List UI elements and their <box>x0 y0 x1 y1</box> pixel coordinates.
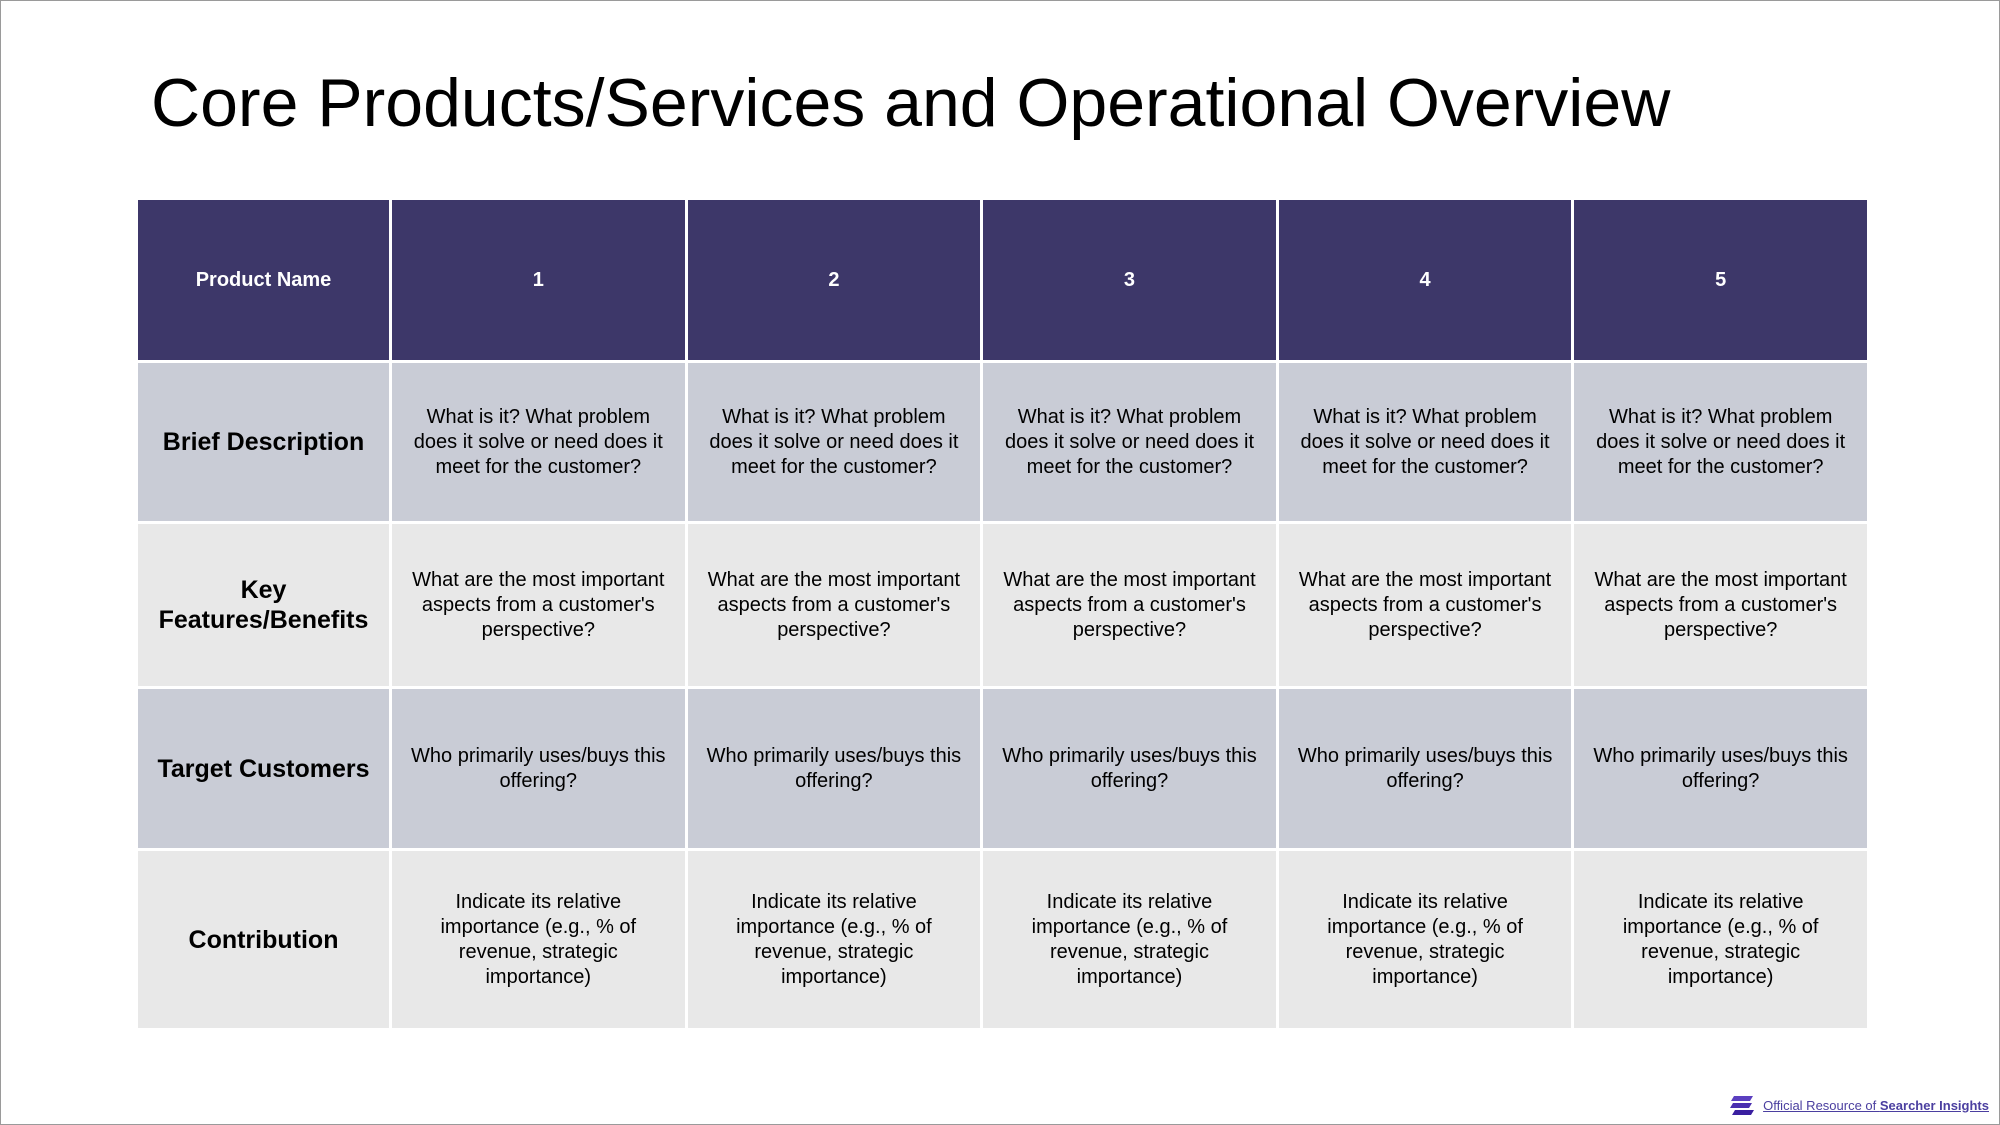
header-product-4: 4 <box>1277 199 1573 362</box>
table-cell: What are the most important aspects from a customer's perspective? <box>1573 523 1869 688</box>
header-product-5: 5 <box>1573 199 1869 362</box>
header-product-3: 3 <box>982 199 1278 362</box>
table-header-row <box>137 199 1869 362</box>
header-product-1: 1 <box>391 199 687 362</box>
table-cell: What are the most important aspects from a customer's perspective? <box>686 523 982 688</box>
official-resource-link[interactable] <box>1763 1098 1989 1113</box>
row-label-key-features: Key Features/Benefits <box>137 523 391 688</box>
table-cell: Who primarily uses/buys this offering? <box>391 688 687 850</box>
table-row <box>137 688 1869 850</box>
footer-brand: Searcher Insights <box>1879 1097 1989 1113</box>
table-cell: Who primarily uses/buys this offering? <box>1277 688 1573 850</box>
table-cell: Indicate its relative importance (e.g., % of revenue, strategic importance) <box>686 850 982 1030</box>
table-cell: What is it? What problem does it solve or need does it meet for the customer? <box>391 362 687 523</box>
table-cell: What are the most important aspects from a customer's perspective? <box>982 523 1278 688</box>
footer-prefix: Official Resource of <box>1763 1097 1880 1113</box>
header-product-2: 2 <box>686 199 982 362</box>
table-cell: What is it? What problem does it solve or need does it meet for the customer? <box>1573 362 1869 523</box>
table-cell: Indicate its relative importance (e.g., % of revenue, strategic importance) <box>1277 850 1573 1030</box>
table-cell: Who primarily uses/buys this offering? <box>982 688 1278 850</box>
row-label-brief-description: Brief Description <box>137 362 391 523</box>
row-label-contribution: Contribution <box>137 850 391 1030</box>
table-cell: Indicate its relative importance (e.g., % of revenue, strategic importance) <box>391 850 687 1030</box>
table-cell: What are the most important aspects from a customer's perspective? <box>1277 523 1573 688</box>
table-row <box>137 850 1869 1030</box>
table-cell: What is it? What problem does it solve or need does it meet for the customer? <box>982 362 1278 523</box>
header-product-name: Product Name <box>137 199 391 362</box>
searcher-insights-logo-icon <box>1729 1094 1755 1116</box>
table-cell: Indicate its relative importance (e.g., % of revenue, strategic importance) <box>982 850 1278 1030</box>
table-cell: Indicate its relative importance (e.g., % of revenue, strategic importance) <box>1573 850 1869 1030</box>
table-cell: Who primarily uses/buys this offering? <box>1573 688 1869 850</box>
overview-table <box>135 197 1870 1031</box>
table-cell: What are the most important aspects from a customer's perspective? <box>391 523 687 688</box>
table-cell: Who primarily uses/buys this offering? <box>686 688 982 850</box>
page-title: Core Products/Services and Operational Overview <box>151 65 1671 141</box>
table-row <box>137 523 1869 688</box>
table-cell: What is it? What problem does it solve or need does it meet for the customer? <box>686 362 982 523</box>
row-label-target-customers: Target Customers <box>137 688 391 850</box>
footer <box>1729 1094 1989 1116</box>
table-cell: What is it? What problem does it solve or need does it meet for the customer? <box>1277 362 1573 523</box>
table-row <box>137 362 1869 523</box>
